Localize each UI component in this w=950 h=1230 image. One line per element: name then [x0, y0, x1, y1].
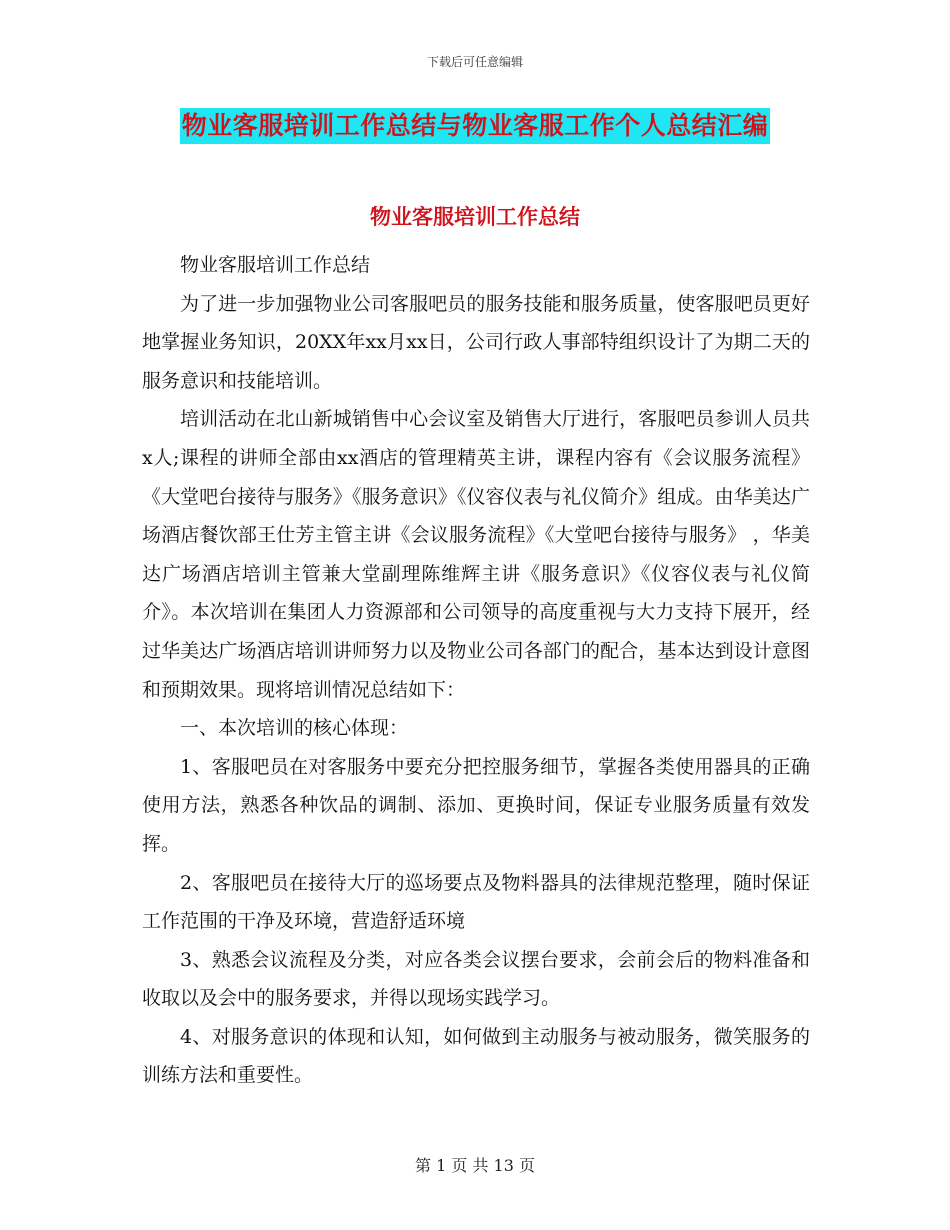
- page-number: 第 1 页 共 13 页: [415, 1156, 535, 1175]
- main-title-container: [0, 108, 950, 144]
- main-title: 物业客服培训工作总结与物业客服工作个人总结汇编: [180, 108, 771, 144]
- page-header-note: 下载后可任意编辑: [426, 55, 523, 69]
- document-body: [142, 246, 810, 1095]
- paragraph-intro: 为了进一步加强物业公司客服吧员的服务技能和服务质量，使客服吧员更好地掌握业务知识，20XX年xx月xx日，公司行政人事部特组织设计了为期二天的服务意识和技能培训。: [142, 292, 810, 392]
- paragraph-point-4: 4、对服务意识的体现和认知，如何做到主动服务与被动服务，微笑服务的训练方法和重要性。: [142, 1025, 810, 1087]
- paragraph-heading: 物业客服培训工作总结: [180, 254, 371, 276]
- paragraph-core-heading: 一、本次培训的核心体现：: [180, 717, 409, 740]
- section-title: 物业客服培训工作总结: [370, 204, 580, 229]
- paragraph-point-3: 3、熟悉会议流程及分类，对应各类会议摆台要求，会前会后的物料准备和收取以及会中的服务要求，并得以现场实践学习。: [142, 948, 810, 1010]
- paragraph-point-2: 2、客服吧员在接待大厅的巡场要点及物料器具的法律规范整理，随时保证工作范围的干净及环境，营造舒适环境: [142, 871, 810, 933]
- paragraph-point-1: 1、客服吧员在对客服务中要充分把控服务细节，掌握各类使用器具的正确使用方法，熟悉各种饮品的调制、添加、更换时间，保证专业服务质量有效发挥。: [142, 755, 810, 855]
- paragraph-training-details: 培训活动在北山新城销售中心会议室及销售大厅进行，客服吧员参训人员共x人;课程的讲师全部由xx酒店的管理精英主讲，课程内容有《会议服务流程》《大堂吧台接待与服务》《服务意识》《仪容仪表与礼仪简介》组成。由华美达广场酒店餐饮部王仕芳主管主讲《会议服务流程》《大堂吧台接待与服务》 ，华美达广场酒店培训主管兼大堂副理陈维辉主讲《服务意识》《仪容仪表与礼仪简介》。本次培训在集团人力资源部和公司领导的高度重视与大力支持下展开，经过华美达广场酒店培训讲师努力以及物业公司各部门的配合，基本达到设计意图和预期效果。现将培训情况总结如下：: [142, 408, 810, 701]
